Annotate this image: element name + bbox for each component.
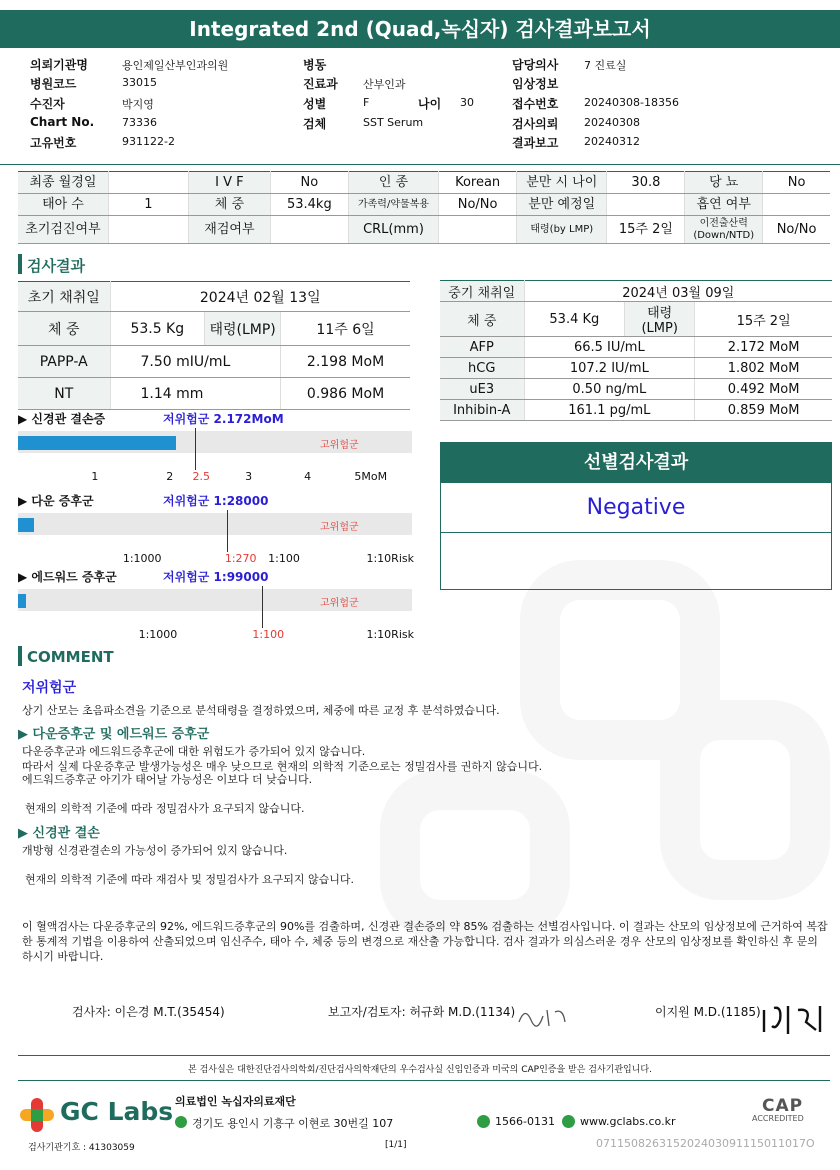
high-risk-label: 고위험군 (320, 522, 359, 533)
report-title: Integrated 2nd (Quad,녹십자) 검사결과보고서 (0, 10, 840, 48)
second-ga: 15주 2일 (695, 302, 832, 337)
risk-tick-label: 1:1000 (138, 628, 178, 641)
comment-paragraph: 상기 산모는 초음파소견을 기준으로 분석태령을 결정하였으며, 체중에 따른 교정 후 분석하였습니다. (22, 704, 500, 717)
inhibin-label: Inhibin-A (440, 400, 524, 421)
website-link[interactable]: www.gclabs.co.kr (580, 1115, 676, 1128)
info-label: 태아 수 (18, 194, 108, 216)
afp-mom: 2.172 MoM (695, 337, 832, 358)
info-value: 1 (108, 194, 188, 216)
screening-result-value: Negative (586, 495, 686, 520)
risk-cutoff-line (227, 510, 228, 552)
header-value: 산부인과 (363, 78, 406, 91)
org-name: 의료법인 녹십자의료재단 (175, 1095, 296, 1108)
risk-tick-label: 3 (245, 470, 253, 483)
header-label: 병원코드 (30, 77, 77, 91)
header-label: 나이 (418, 97, 442, 111)
info-label: 재검여부 (188, 216, 270, 244)
gc-cross-icon (18, 1096, 56, 1134)
risk-tick-label: 2 (166, 470, 174, 483)
location-icon (175, 1116, 187, 1128)
second-trimester-table (440, 280, 832, 421)
header-value: 20240308 (584, 116, 640, 129)
hcg-mom: 1.802 MoM (695, 358, 832, 379)
inhibin-value: 161.1 pg/mL (524, 400, 695, 421)
info-value: No (270, 172, 348, 194)
comment-low-risk: 저위험군 (22, 680, 77, 696)
header-block (0, 52, 840, 164)
info-value: 15주 2일 (607, 216, 685, 244)
screening-result-title: 선별검사결과 (441, 443, 831, 483)
second-ga-label: 태령(LMP) (625, 302, 695, 337)
risk-heading: ▶ 다운 증후군 (18, 494, 94, 508)
second-weight-label: 체 중 (440, 302, 524, 337)
comment-subheading: ▶ 다운증후군 및 에드워드 증후군 (18, 727, 210, 742)
phone-number: 1566-0131 (495, 1115, 555, 1128)
papp-a-label: PAPP-A (18, 346, 110, 378)
info-label: 분만 예정일 (517, 194, 607, 216)
header-value: 73336 (122, 116, 157, 129)
header-label: 검체 (303, 117, 327, 131)
ue3-label: uE3 (440, 379, 524, 400)
comment-paragraph: 다운증후군과 에드워드증후군에 대한 위험도가 증가되어 있지 않습니다. (22, 745, 366, 758)
header-value: F (363, 96, 370, 109)
header-label: 진료과 (303, 77, 338, 91)
header-label: Chart No. (30, 115, 95, 129)
home-icon (562, 1115, 575, 1128)
header-label: 결과보고 (512, 136, 559, 150)
info-label: 가족력/약물복용 (348, 194, 438, 216)
first-date-label: 초기 채취일 (18, 282, 110, 312)
comment-paragraph: 따라서 실제 다운증후군 발생가능성은 매우 낮으므로 현재의 의학적 기준으로는 정밀검사를 권하지 않습니다. (22, 760, 543, 773)
info-label: 태령(by LMP) (517, 216, 607, 244)
info-value: No/No (763, 216, 830, 244)
institution-code: 검사기관기호 : 41303059 (28, 1143, 135, 1153)
info-value: Korean (439, 172, 517, 194)
cap-logo: CAP (762, 1096, 804, 1116)
first-weight: 53.5 Kg (110, 312, 205, 346)
info-value (108, 172, 188, 194)
info-label: 이전출산력 (Down/NTD) (685, 216, 763, 244)
second-weight: 53.4 Kg (524, 302, 625, 337)
header-value: 7 진료실 (584, 59, 627, 72)
afp-label: AFP (440, 337, 524, 358)
cap-accredited: ACCREDITED (752, 1114, 804, 1123)
header-value: 박지영 (122, 98, 154, 111)
header-label: 성별 (303, 97, 327, 111)
risk-tick-label: 2.5 (192, 470, 211, 483)
afp-value: 66.5 IU/mL (524, 337, 695, 358)
risk-tick-label: 1 (91, 470, 99, 483)
info-value (108, 216, 188, 244)
risk-result: 저위험군 1:99000 (163, 570, 269, 584)
handwritten-signature (758, 1000, 830, 1036)
info-label: CRL(mm) (348, 216, 438, 244)
high-risk-label: 고위험군 (320, 598, 359, 609)
header-value: 용인제일산부인과의원 (122, 59, 229, 72)
header-label: 담당의사 (512, 58, 559, 72)
nt-label: NT (18, 378, 110, 410)
high-risk-label: 고위험군 (320, 440, 359, 451)
footer-divider (18, 1080, 830, 1081)
header-label: 접수번호 (512, 97, 559, 111)
certification-note: 본 검사실은 대한진단검사의학회/진단검사의학재단의 우수검사실 신임인증과 미국의 CAP인증을 받은 검사기관입니다. (188, 1065, 652, 1075)
first-date: 2024년 02월 13일 (110, 282, 410, 312)
risk-tick-label: 5MoM (354, 470, 388, 483)
comment-subheading: ▶ 신경관 결손 (18, 826, 100, 841)
risk-bar-fill (18, 518, 34, 532)
reviewer-signature: 보고자/검토자: 허규화 M.D.(1134) (328, 1005, 516, 1019)
patient-info-table (18, 171, 830, 244)
first-ga-label: 태령(LMP) (205, 312, 281, 346)
header-value: 20240312 (584, 135, 640, 148)
risk-cutoff-line (262, 586, 263, 628)
info-value (763, 194, 830, 216)
info-label: 체 중 (188, 194, 270, 216)
info-value (270, 216, 348, 244)
risk-heading: ▶ 에드워드 증후군 (18, 570, 117, 584)
info-value (439, 216, 517, 244)
section-marker (18, 646, 22, 666)
phone-icon (477, 1115, 490, 1128)
footer-divider (18, 1055, 830, 1056)
watermark-shape (660, 700, 830, 900)
info-value: No (763, 172, 830, 194)
risk-tick-label: 1:270 (224, 552, 257, 565)
ue3-value: 0.50 ng/mL (524, 379, 695, 400)
header-label: 검사의뢰 (512, 117, 559, 131)
comment-paragraph: 개방형 신경관결손의 가능성이 증가되어 있지 않습니다. (22, 844, 288, 857)
comment-disclaimer: 이 혈액검사는 다운증후군의 92%, 에드워드증후군의 90%를 검출하며, 신경관 결손증의 약 85% 검출하는 선별검사입니다. 이 결과는 산모의 임상정보에 근거하여 복잡한 통계적 기법을 이용하여 산출되었으며 임신주수, 태아 수, 체중 등의 변경으로 재산출 가능합니다. 검사 결과가 의심스러운 경우 산모의 임상정보를 확인하신 후 문의하시기 바랍니다. (22, 920, 828, 963)
inhibin-mom: 0.859 MoM (695, 400, 832, 421)
risk-result: 저위험군 2.172MoM (163, 412, 284, 426)
info-value: No/No (439, 194, 517, 216)
gc-labs-logo: GC Labs (60, 1097, 174, 1126)
tester-signature: 검사자: 이은경 M.T.(35454) (72, 1005, 225, 1019)
header-value: 33015 (122, 76, 157, 89)
risk-tick-label: 1:10Risk (366, 628, 414, 641)
hcg-label: hCG (440, 358, 524, 379)
barcode-number: 071150826315202403091115011017O (596, 1137, 815, 1150)
handwritten-signature (515, 1002, 575, 1030)
ue3-mom: 0.492 MoM (695, 379, 832, 400)
info-value: 30.8 (607, 172, 685, 194)
header-value: 20240308-18356 (584, 96, 679, 109)
results-heading: 검사결과 (27, 257, 85, 275)
watermark-shape (380, 770, 570, 940)
info-label: 분만 시 나이 (517, 172, 607, 194)
info-label: I V F (188, 172, 270, 194)
header-label: 고유번호 (30, 136, 77, 150)
risk-tick-label: 1:100 (252, 628, 285, 641)
comment-heading: COMMENT (27, 648, 114, 666)
comment-paragraph: 현재의 의학적 기준에 따라 정밀검사가 요구되지 않습니다. (25, 802, 305, 815)
header-value: 30 (460, 96, 474, 109)
org-address: 경기도 용인시 기흥구 이현로 30번길 107 (192, 1117, 394, 1130)
risk-heading: ▶ 신경관 결손증 (18, 412, 106, 426)
risk-bar-fill (18, 436, 176, 450)
info-value: 53.4kg (270, 194, 348, 216)
first-weight-label: 체 중 (18, 312, 110, 346)
first-ga: 11주 6일 (281, 312, 410, 346)
header-value: SST Serum (363, 116, 424, 129)
comment-paragraph: 현재의 의학적 기준에 따라 재검사 및 정밀검사가 요구되지 않습니다. (25, 873, 354, 886)
doctor-signature: 이지원 M.D.(1185) (655, 1005, 761, 1019)
first-trimester-table (18, 281, 410, 410)
info-label: 인 종 (348, 172, 438, 194)
header-value: 931122-2 (122, 135, 175, 148)
info-label: 당 뇨 (685, 172, 763, 194)
risk-tick-label: 4 (304, 470, 312, 483)
second-date-label: 중기 채취일 (440, 281, 524, 302)
second-date: 2024년 03월 09일 (524, 281, 832, 302)
papp-a-mom: 2.198 MoM (281, 346, 410, 378)
nt-mom: 0.986 MoM (281, 378, 410, 410)
hcg-value: 107.2 IU/mL (524, 358, 695, 379)
section-marker (18, 254, 22, 274)
risk-cutoff-line (195, 428, 196, 470)
risk-result: 저위험군 1:28000 (163, 494, 269, 508)
info-label: 흡연 여부 (685, 194, 763, 216)
header-label: 임상정보 (512, 77, 559, 91)
header-label: 병동 (303, 58, 327, 72)
comment-paragraph: 에드워드증후군 아기가 태어날 가능성은 이보다 더 낮습니다. (22, 773, 313, 786)
risk-tick-label: 1:1000 (122, 552, 162, 565)
papp-a-value: 7.50 mIU/mL (110, 346, 281, 378)
screening-result-box (440, 442, 832, 590)
risk-bar-fill (18, 594, 26, 608)
nt-value: 1.14 mm (110, 378, 281, 410)
header-label: 의뢰기관명 (30, 58, 88, 72)
header-label: 수진자 (30, 97, 65, 111)
info-label: 초기검진여부 (18, 216, 108, 244)
risk-tick-label: 1:100 (268, 552, 300, 565)
info-value (607, 194, 685, 216)
page-number: [1/1] (385, 1140, 407, 1150)
info-label: 최종 월경일 (18, 172, 108, 194)
header-divider (0, 164, 840, 165)
risk-tick-label: 1:10Risk (366, 552, 414, 565)
